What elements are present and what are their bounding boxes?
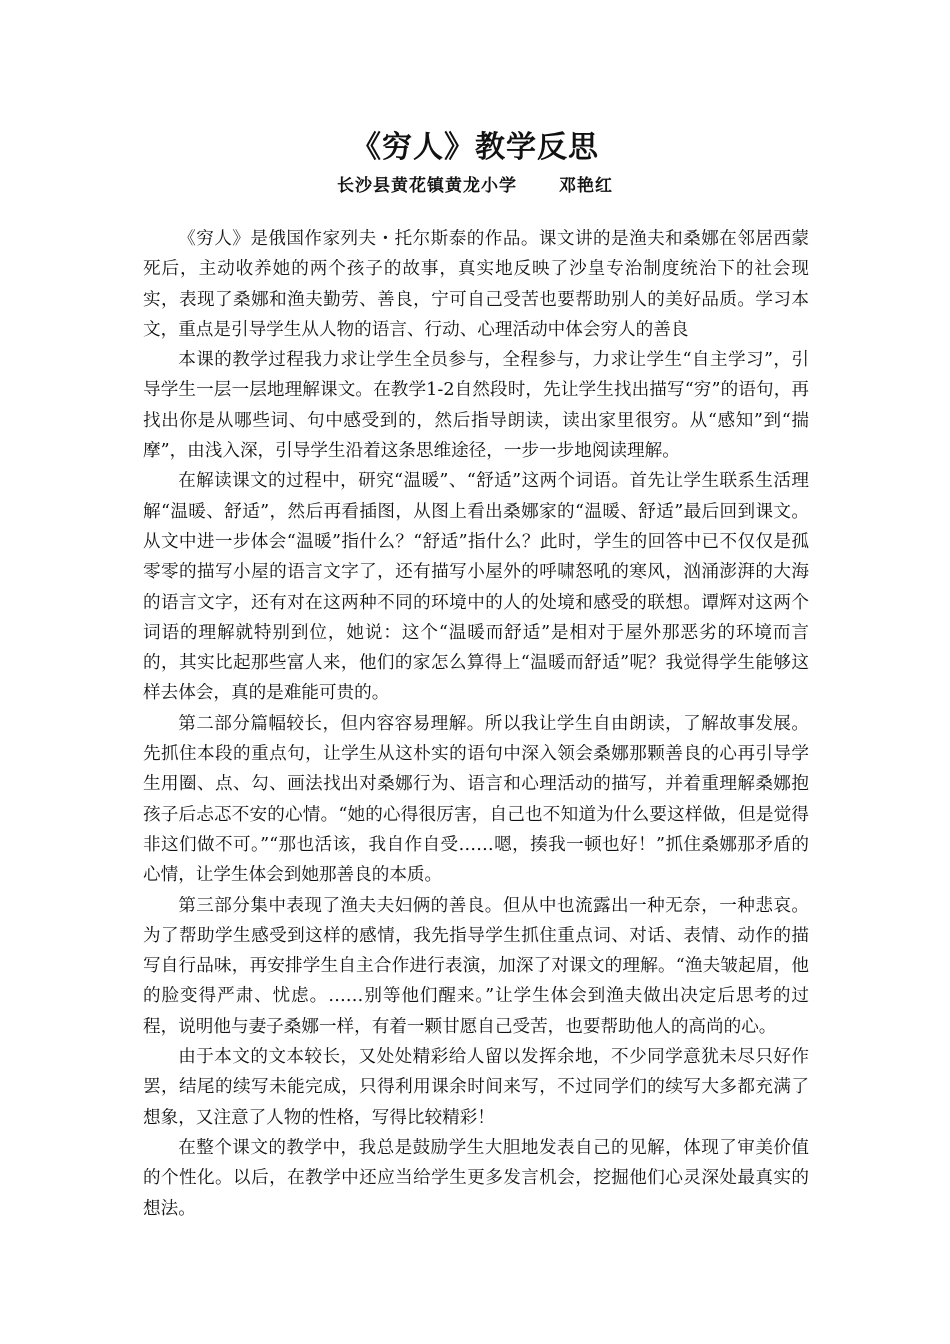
paragraph: 《穷人》是俄国作家列夫・托尔斯泰的作品。课文讲的是渔夫和桑娜在邻居西蒙死后，主动收养她的两个孩子的故事，真实地反映了沙皇专治制度统治下的社会现实，表现了桑娜和渔夫勤劳、善良，宁可自己受苦也要帮助别人的美好品质。学习本文，重点是引导学生从人物的语言、行动、心理活动中体会穷人的善良 xyxy=(143,229,809,340)
paragraph: 第三部分集中表现了渔夫夫妇俩的善良。但从中也流露出一种无奈，一种悲哀。为了帮助学生感受到这样的感情，我先指导学生抓住重点词、对话、表情、动作的描写自行品味，再安排学生自主合作进行表演，加深了对课文的理解。“渔夫皱起眉，他的脸变得严肃、忧虑。……别等他们醒来。”让学生体会到渔夫做出决定后思考的过程，说明他与妻子桑娜一样，有着一颗甘愿自己受苦，也要帮助他人的高尚的心。 xyxy=(143,895,809,1037)
paragraph: 第二部分篇幅较长，但内容容易理解。所以我让学生自由朗读，了解故事发展。先抓住本段的重点句，让学生从这朴实的语句中深入领会桑娜那颗善良的心再引导学生用圈、点、勾、画法找出对桑娜行为、语言和心理活动的描写，并着重理解桑娜抱孩子后忐忑不安的心情。“她的心得很厉害，自己也不知道为什么要这样做，但是觉得非这们做不可。”“那也活该，我自作自受……嗯，揍我一顿也好！”抓住桑娜那矛盾的心情，让学生体会到她那善良的本质。 xyxy=(143,713,809,886)
paragraph: 在整个课文的教学中，我总是鼓励学生大胆地发表自己的见解，体现了审美价值的个性化。以后，在教学中还应当给学生更多发言机会，挖掘他们心灵深处最真实的想法。 xyxy=(143,1137,809,1219)
author-name: 邓艳红 xyxy=(559,176,613,196)
paragraph: 在解读课文的过程中，研究“温暖”、“舒适”这两个词语。首先让学生联系生活理解“温暖、舒适”，然后再看插图，从图上看出桑娜家的“温暖、舒适”最后回到课文。从文中进一步体会“温暖”指什么？“舒适”指什么？此时，学生的回答中已不仅仅是孤零零的描写小屋的语言文字了，还有描写小屋外的呼啸怒吼的寒风，汹涌澎湃的大海的语言文字，还有对在这两种不同的环境中的人的处境和感受的联想。谭辉对这两个词语的理解就特别到位，她说：这个“温暖而舒适”是相对于屋外那恶劣的环境而言的，其实比起那些富人来，他们的家怎么算得上“温暖而舒适”呢？我觉得学生能够这样去体会，真的是难能可贵的。 xyxy=(143,471,809,704)
paragraph: 由于本文的文本较长，又处处精彩给人留以发挥余地，不少同学意犹未尽只好作罢，结尾的续写未能完成，只得利用课余时间来写，不过同学们的续写大多都充满了想象，又注意了人物的性格，写得比较精彩！ xyxy=(143,1047,809,1128)
document-body xyxy=(143,224,809,1224)
paragraph: 本课的教学过程我力求让学生全员参与，全程参与，力求让学生“自主学习”，引导学生一层一层地理解课文。在教学1-2自然段时，先让学生找出描写“穷”的语句，再找出你是从哪些词、句中感受到的，然后指导朗读，读出家里很穷。从“感知”到“揣摩”，由浅入深，引导学生沿着这条思维途径，一步一步地阅读理解。 xyxy=(143,350,809,462)
byline xyxy=(0,172,950,200)
document-title: 《穷人》教学反思 xyxy=(351,130,599,165)
school-name: 长沙县黄花镇黄龙小学 xyxy=(337,176,517,196)
